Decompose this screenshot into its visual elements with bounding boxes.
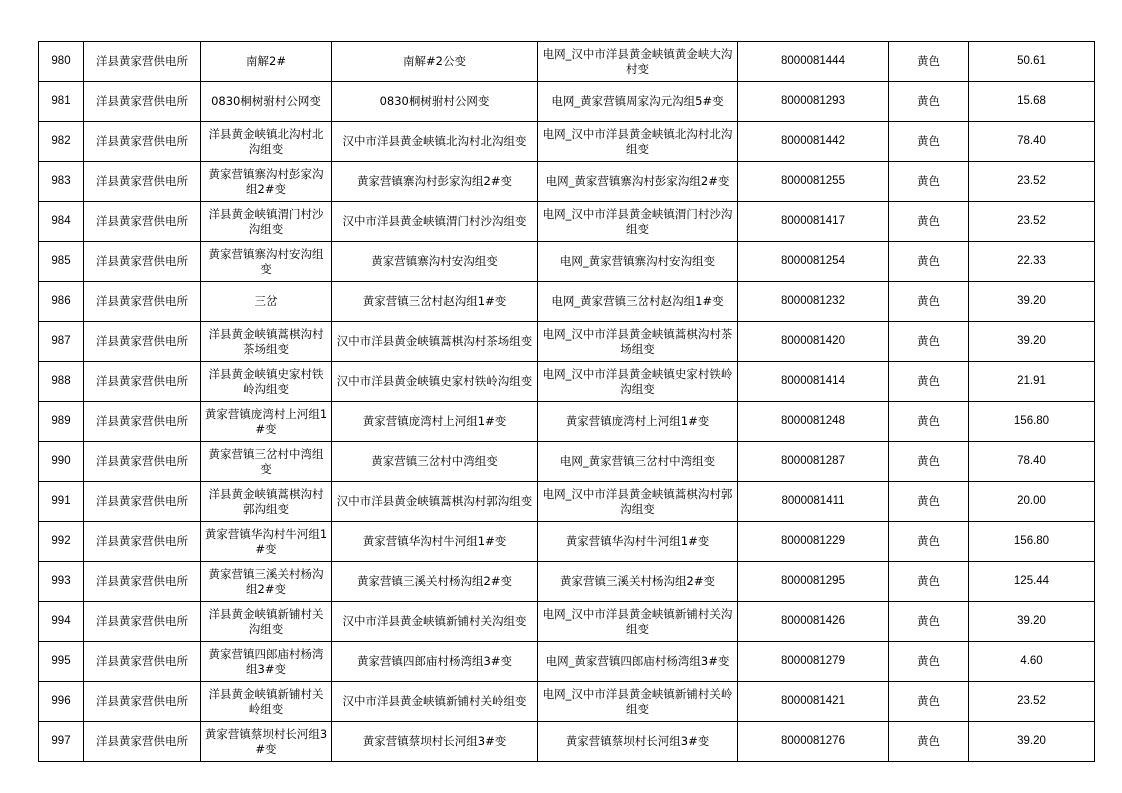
station-cell: 洋县黄家营供电所 [84,122,201,162]
code-cell: 8000081295 [738,562,889,602]
table-row [39,602,1095,642]
table-row [39,482,1095,522]
short-name-cell: 洋县黄金峡镇新铺村关岭组变 [201,682,332,722]
table-row [39,362,1095,402]
short-name-cell: 洋县黄金峡镇新铺村关沟组变 [201,602,332,642]
value-cell: 125.44 [969,562,1095,602]
grid-name-cell: 电网_黄家营镇三岔村中湾组变 [538,442,738,482]
full-name-cell: 汉中市洋县黄金峡镇新铺村关岭组变 [332,682,538,722]
table-body [39,42,1095,762]
transformer-table [38,41,1095,762]
grid-name-cell: 黄家营镇华沟村牛河组1#变 [538,522,738,562]
code-cell: 8000081254 [738,242,889,282]
station-cell: 洋县黄家营供电所 [84,322,201,362]
full-name-cell: 黄家营镇庞湾村上河组1#变 [332,402,538,442]
seq-cell: 992 [39,522,84,562]
full-name-cell: 黄家营镇华沟村牛河组1#变 [332,522,538,562]
code-cell: 8000081276 [738,722,889,762]
seq-cell: 987 [39,322,84,362]
table-row [39,42,1095,82]
value-cell: 22.33 [969,242,1095,282]
short-name-cell: 0830桐树驸村公网变 [201,82,332,122]
color-cell: 黄色 [889,602,969,642]
short-name-cell: 黄家营镇三溪关村杨沟组2#变 [201,562,332,602]
full-name-cell: 汉中市洋县黄金峡镇蒿棋沟村郭沟组变 [332,482,538,522]
grid-name-cell: 电网_汉中市洋县黄金峡镇北沟村北沟组变 [538,122,738,162]
grid-name-cell: 电网_黄家营镇周家沟元沟组5#变 [538,82,738,122]
seq-cell: 980 [39,42,84,82]
station-cell: 洋县黄家营供电所 [84,362,201,402]
short-name-cell: 黄家营镇蔡坝村长河组3#变 [201,722,332,762]
table-row [39,282,1095,322]
grid-name-cell: 黄家营镇三溪关村杨沟组2#变 [538,562,738,602]
value-cell: 39.20 [969,322,1095,362]
station-cell: 洋县黄家营供电所 [84,82,201,122]
value-cell: 78.40 [969,442,1095,482]
code-cell: 8000081420 [738,322,889,362]
color-cell: 黄色 [889,482,969,522]
value-cell: 20.00 [969,482,1095,522]
code-cell: 8000081287 [738,442,889,482]
seq-cell: 996 [39,682,84,722]
color-cell: 黄色 [889,82,969,122]
station-cell: 洋县黄家营供电所 [84,682,201,722]
color-cell: 黄色 [889,362,969,402]
short-name-cell: 黄家营镇庞湾村上河组1#变 [201,402,332,442]
full-name-cell: 0830桐树驸村公网变 [332,82,538,122]
seq-cell: 993 [39,562,84,602]
seq-cell: 988 [39,362,84,402]
station-cell: 洋县黄家营供电所 [84,42,201,82]
code-cell: 8000081411 [738,482,889,522]
station-cell: 洋县黄家营供电所 [84,602,201,642]
code-cell: 8000081248 [738,402,889,442]
seq-cell: 995 [39,642,84,682]
short-name-cell: 洋县黄金峡镇蒿棋沟村茶场组变 [201,322,332,362]
table-row [39,402,1095,442]
short-name-cell: 黄家营镇三岔村中湾组变 [201,442,332,482]
short-name-cell: 黄家营镇四郎庙村杨湾组3#变 [201,642,332,682]
value-cell: 156.80 [969,402,1095,442]
full-name-cell: 黄家营镇三岔村赵沟组1#变 [332,282,538,322]
full-name-cell: 汉中市洋县黄金峡镇蒿棋沟村茶场组变 [332,322,538,362]
table-row [39,162,1095,202]
short-name-cell: 黄家营镇寨沟村安沟组变 [201,242,332,282]
value-cell: 23.52 [969,202,1095,242]
grid-name-cell: 电网_黄家营镇四郎庙村杨湾组3#变 [538,642,738,682]
table-row [39,682,1095,722]
short-name-cell: 洋县黄金峡镇北沟村北沟组变 [201,122,332,162]
seq-cell: 994 [39,602,84,642]
code-cell: 8000081293 [738,82,889,122]
station-cell: 洋县黄家营供电所 [84,482,201,522]
station-cell: 洋县黄家营供电所 [84,642,201,682]
grid-name-cell: 电网_汉中市洋县黄金峡镇新铺村关沟组变 [538,602,738,642]
code-cell: 8000081421 [738,682,889,722]
color-cell: 黄色 [889,202,969,242]
value-cell: 39.20 [969,722,1095,762]
table-row [39,242,1095,282]
value-cell: 78.40 [969,122,1095,162]
station-cell: 洋县黄家营供电所 [84,202,201,242]
seq-cell: 981 [39,82,84,122]
table-row [39,322,1095,362]
color-cell: 黄色 [889,562,969,602]
color-cell: 黄色 [889,42,969,82]
code-cell: 8000081444 [738,42,889,82]
seq-cell: 982 [39,122,84,162]
grid-name-cell: 电网_汉中市洋县黄金峡镇史家村铁岭沟组变 [538,362,738,402]
code-cell: 8000081279 [738,642,889,682]
grid-name-cell: 电网_黄家营镇三岔村赵沟组1#变 [538,282,738,322]
table-row [39,522,1095,562]
seq-cell: 985 [39,242,84,282]
short-name-cell: 三岔 [201,282,332,322]
value-cell: 23.52 [969,162,1095,202]
station-cell: 洋县黄家营供电所 [84,562,201,602]
grid-name-cell: 电网_汉中市洋县黄金峡镇新铺村关岭组变 [538,682,738,722]
seq-cell: 989 [39,402,84,442]
seq-cell: 984 [39,202,84,242]
grid-name-cell: 黄家营镇蔡坝村长河组3#变 [538,722,738,762]
table-row [39,122,1095,162]
grid-name-cell: 电网_汉中市洋县黄金峡镇蒿棋沟村茶场组变 [538,322,738,362]
table-row [39,82,1095,122]
station-cell: 洋县黄家营供电所 [84,402,201,442]
value-cell: 21.91 [969,362,1095,402]
full-name-cell: 汉中市洋县黄金峡镇新铺村关沟组变 [332,602,538,642]
value-cell: 50.61 [969,42,1095,82]
color-cell: 黄色 [889,402,969,442]
short-name-cell: 黄家营镇寨沟村彭家沟组2#变 [201,162,332,202]
table-row [39,442,1095,482]
station-cell: 洋县黄家营供电所 [84,162,201,202]
seq-cell: 983 [39,162,84,202]
grid-name-cell: 电网_黄家营镇寨沟村彭家沟组2#变 [538,162,738,202]
value-cell: 156.80 [969,522,1095,562]
grid-name-cell: 电网_汉中市洋县黄金峡镇黄金峡大沟村变 [538,42,738,82]
code-cell: 8000081229 [738,522,889,562]
color-cell: 黄色 [889,442,969,482]
full-name-cell: 南解#2公变 [332,42,538,82]
code-cell: 8000081442 [738,122,889,162]
code-cell: 8000081417 [738,202,889,242]
station-cell: 洋县黄家营供电所 [84,282,201,322]
table-row [39,642,1095,682]
short-name-cell: 南解2# [201,42,332,82]
color-cell: 黄色 [889,162,969,202]
seq-cell: 986 [39,282,84,322]
full-name-cell: 黄家营镇寨沟村彭家沟组2#变 [332,162,538,202]
code-cell: 8000081232 [738,282,889,322]
grid-name-cell: 电网_汉中市洋县黄金峡镇渭门村沙沟组变 [538,202,738,242]
code-cell: 8000081426 [738,602,889,642]
table-row [39,202,1095,242]
full-name-cell: 汉中市洋县黄金峡镇渭门村沙沟组变 [332,202,538,242]
short-name-cell: 洋县黄金峡镇史家村铁岭沟组变 [201,362,332,402]
full-name-cell: 黄家营镇蔡坝村长河组3#变 [332,722,538,762]
station-cell: 洋县黄家营供电所 [84,722,201,762]
value-cell: 23.52 [969,682,1095,722]
grid-name-cell: 电网_汉中市洋县黄金峡镇蒿棋沟村郭沟组变 [538,482,738,522]
color-cell: 黄色 [889,282,969,322]
color-cell: 黄色 [889,522,969,562]
color-cell: 黄色 [889,242,969,282]
station-cell: 洋县黄家营供电所 [84,522,201,562]
seq-cell: 991 [39,482,84,522]
color-cell: 黄色 [889,122,969,162]
value-cell: 15.68 [969,82,1095,122]
color-cell: 黄色 [889,642,969,682]
full-name-cell: 汉中市洋县黄金峡镇北沟村北沟组变 [332,122,538,162]
full-name-cell: 汉中市洋县黄金峡镇史家村铁岭沟组变 [332,362,538,402]
station-cell: 洋县黄家营供电所 [84,242,201,282]
short-name-cell: 洋县黄金峡镇蒿棋沟村郭沟组变 [201,482,332,522]
full-name-cell: 黄家营镇四郎庙村杨湾组3#变 [332,642,538,682]
full-name-cell: 黄家营镇三溪关村杨沟组2#变 [332,562,538,602]
color-cell: 黄色 [889,322,969,362]
full-name-cell: 黄家营镇寨沟村安沟组变 [332,242,538,282]
code-cell: 8000081255 [738,162,889,202]
color-cell: 黄色 [889,722,969,762]
grid-name-cell: 黄家营镇庞湾村上河组1#变 [538,402,738,442]
station-cell: 洋县黄家营供电所 [84,442,201,482]
value-cell: 39.20 [969,282,1095,322]
table-row [39,722,1095,762]
full-name-cell: 黄家营镇三岔村中湾组变 [332,442,538,482]
short-name-cell: 黄家营镇华沟村牛河组1#变 [201,522,332,562]
color-cell: 黄色 [889,682,969,722]
table-row [39,562,1095,602]
seq-cell: 997 [39,722,84,762]
value-cell: 4.60 [969,642,1095,682]
value-cell: 39.20 [969,602,1095,642]
code-cell: 8000081414 [738,362,889,402]
short-name-cell: 洋县黄金峡镇渭门村沙沟组变 [201,202,332,242]
grid-name-cell: 电网_黄家营镇寨沟村安沟组变 [538,242,738,282]
seq-cell: 990 [39,442,84,482]
